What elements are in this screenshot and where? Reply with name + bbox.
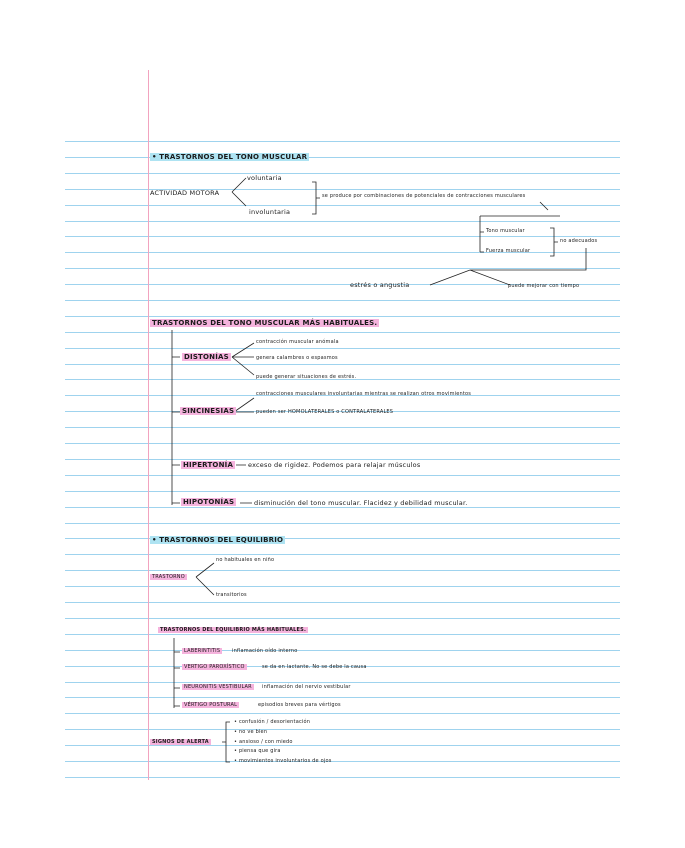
alarm-point-5: • movimientos involuntarios de ojos [234,758,332,764]
hypotonia-point: disminución del tono muscular. Flacidez y debilidad muscular. [254,499,468,507]
dystonia-point-2: genera calambres o espasmos [256,355,338,361]
alarm-point-1: • confusión / desorientación [234,719,311,725]
alarm-point-3: • ansioso / con miedo [234,739,293,745]
dystonia-label: DISTONÍAS [184,353,229,361]
item-3-label: NEURONITIS VESTIBULAR [184,684,252,690]
item-1-label: LABERINTITIS [184,648,221,654]
item-2-label: VERTIGO PAROXÍSTICO [184,664,245,670]
item-1-desc: inflamación oído interno [232,648,298,654]
produced-text: se produce por combinaciones de potenciales de contracciones musculares [322,193,526,199]
hypotonia-label: HIPOTONÍAS [183,498,235,506]
synkinesia-point-2: pueden ser HOMOLATERALES o CONTRALATERALES [256,409,394,415]
synkinesia-point-1: contracciones musculares involuntarias mientras se realizan otros movimientos [256,391,472,397]
voluntary-label: voluntaria [247,174,282,182]
section4-title: TRASTORNOS DEL EQUILIBRIO MÁS HABITUALES. [160,627,307,633]
vertigo-point-2: transitorios [216,592,247,598]
not-adequate-label: no adecuados [560,238,598,244]
synkinesia-label: SINCINESIAS [182,407,235,415]
section2-title: TRASTORNOS DEL TONO MUSCULAR MÁS HABITUALES. [152,319,378,327]
tone-label: Tono muscular [486,228,525,234]
item-4-desc: episodios breves para vértigos [258,702,341,708]
section3-title: • TRASTORNOS DEL EQUILIBRIO [152,536,284,544]
force-label: Fuerza muscular [486,248,531,254]
dystonia-point-1: contracción muscular anómala [256,339,339,345]
improve-label: puede mejorar con tiempo [508,283,580,289]
item-2-desc: se da en lactante. No se debe la causa [262,664,367,670]
alarm-point-4: • piensa que gira [234,748,281,754]
activity-label: ACTIVIDAD MOTORA [150,189,220,197]
section1-title: • TRASTORNOS DEL TONO MUSCULAR [152,153,308,161]
dystonia-point-3: puede generar situaciones de estrés. [256,374,357,380]
item-3-desc: inflamación del nervio vestibular [262,684,351,690]
alarm-label: SIGNOS DE ALERTA [152,739,209,745]
alarm-point-2: • no ve bien [234,729,268,735]
hypertonia-point: exceso de rigidez. Podemos para relajar músculos [248,461,421,469]
vertigo-label: TRASTORNO [152,574,185,580]
involuntary-label: involuntaria [249,208,291,216]
item-4-label: VÉRTIGO POSTURAL [184,702,238,708]
vertigo-point-1: no habituales en niño [216,557,275,563]
stress-label: estrés o angustia [350,281,410,289]
hypertonia-label: HIPERTONÍA [183,461,234,469]
